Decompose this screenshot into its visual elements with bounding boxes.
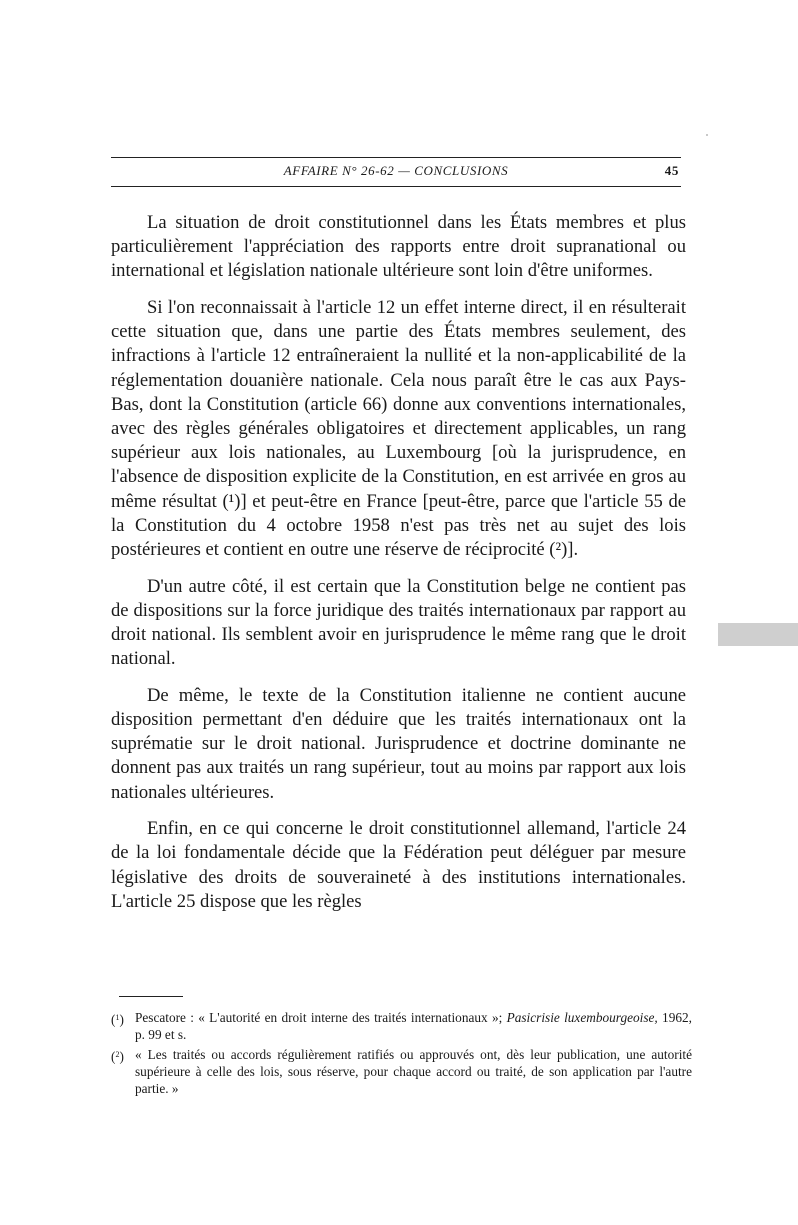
scan-speck	[706, 134, 708, 136]
running-header	[111, 163, 681, 183]
page-number: 45	[664, 163, 679, 178]
side-tab-marker	[718, 623, 798, 646]
footnote	[111, 1046, 692, 1097]
footnote	[111, 1009, 692, 1043]
footnotes	[111, 1009, 692, 1100]
footnote-marker: ($^2$)	[111, 1049, 124, 1064]
footnote-marker: ($^1$)	[111, 1012, 124, 1027]
header-rule-bottom	[111, 186, 681, 187]
footnote-separator	[119, 996, 183, 997]
running-title: AFFAIRE N° 26-62 — CONCLUSIONS	[283, 163, 509, 178]
paragraph: La situation de droit constitutionnel dans les États membres et plus particulièrement l'appréciation des rapports entre droit supranational ou international et législation nationale ultérieure sont loin d'être uniformes.	[111, 212, 686, 282]
footnote-text: « Les traités ou accords régulièrement ratifiés ou approuvés ont, dès leur publication, une autorité supérieure à celle des lois, sous réserve, pour chaque accord ou traité, de son application par l'autre partie. »	[135, 1047, 692, 1096]
footnote-text: Pescatore : « L'autorité en droit interne des traités internationaux »; Pasicrisie luxembourgeoise, 1962, p. 99 et s.	[135, 1010, 692, 1042]
paragraph: Enfin, en ce qui concerne le droit constitutionnel allemand, l'article 24 de la loi fondamentale décide que la Fédération peut déléguer par mesure législative des droits de souveraineté à des institutions internationales. L'article 25 dispose que les règles	[111, 818, 686, 912]
paragraph: D'un autre côté, il est certain que la Constitution belge ne contient pas de dispositions sur la force juridique des traités internationaux par rapport au droit national. Ils semblent avoir en jurisprudence le même rang que le droit national.	[111, 575, 686, 670]
paragraph: Si l'on reconnaissait à l'article 12 un effet interne direct, il en résulterait cette situation que, dans une partie des États membres seulement, des infractions à l'article 12 entraîneraient la nullité et la non-applicabilité de la réglementation douanière nationale. Cela nous paraît être le cas aux Pays-Bas, dont la Constitution (article 66) donne aux conventions internationales, avec des règles générales obligatoires et directement applicables, un rang supérieur aux lois nationales, au Luxembourg [où la jurisprudence, en l'absence de disposition explicite de la Constitution, en est arrivée en gros au même résultat (¹)] et peut-être en France [peut-être, parce que l'article 55 de la Constitution du 4 octobre 1958 n'est pas très net au sujet des lois postérieures et contient en outre une réserve de réciprocité (²)].	[111, 297, 686, 561]
paragraph: De même, le texte de la Constitution italienne ne contient aucune disposition permettant d'en déduire que les traités internationaux ont la suprématie sur le droit national. Jurisprudence et doctrine dominante ne donnent pas aux traités un rang supérieur, tout au moins par rapport aux lois nationales ultérieures.	[111, 684, 686, 803]
body-text	[111, 211, 686, 926]
header-rule-top	[111, 157, 681, 158]
